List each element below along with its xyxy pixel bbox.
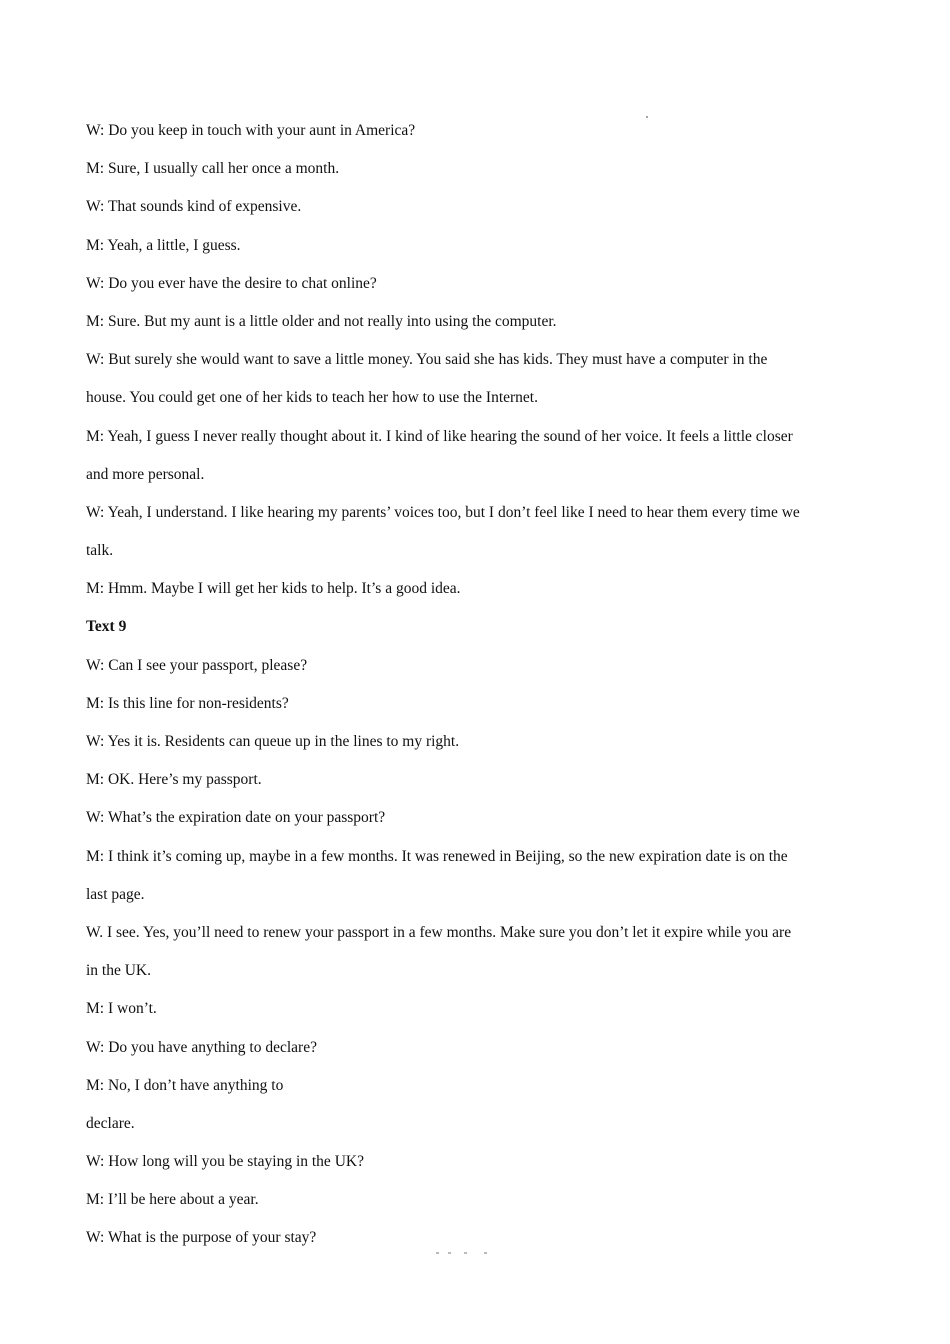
transcript-line: M: Yeah, a little, I guess.	[86, 236, 241, 254]
transcript-line: W: Can I see your passport, please?	[86, 656, 308, 674]
transcript-line: W: What’s the expiration date on your passport?	[86, 809, 386, 827]
transcript-line: W: But surely she would want to save a little money. You said she has kids. They must have a computer in the	[86, 351, 768, 369]
transcript-line: W: How long will you be staying in the UK?	[86, 1153, 364, 1171]
footer-marks	[436, 1250, 496, 1256]
transcript-line: M: OK. Here’s my passport.	[86, 771, 262, 789]
transcript-line: W: Yeah, I understand. I like hearing my parents’ voices too, but I don’t feel like I need to hear them every time we	[86, 503, 800, 521]
section-heading: Text 9	[86, 618, 127, 636]
transcript-line: W: Yes it is. Residents can queue up in the lines to my right.	[86, 733, 460, 750]
transcript-line: W: Do you ever have the desire to chat online?	[86, 274, 377, 292]
transcript-line: W: Do you have anything to declare?	[86, 1038, 317, 1056]
transcript-line: M: I won’t.	[86, 1000, 157, 1018]
transcript-line: M: Sure, I usually call her once a month.	[86, 160, 340, 178]
transcript-line: W: Do you keep in touch with your aunt in America?	[86, 122, 416, 139]
transcript-line: talk.	[86, 542, 114, 560]
transcript-line: and more personal.	[86, 465, 205, 483]
transcript-line: in the UK.	[86, 962, 152, 980]
transcript-line: M: Sure. But my aunt is a little older and not really into using the computer.	[86, 312, 557, 330]
transcript-line: W. I see. Yes, you’ll need to renew your passport in a few months. Make sure you don’t let it expire while you are	[86, 923, 792, 941]
transcript-line: M: No, I don’t have anything to	[86, 1076, 284, 1094]
transcript-line: M: I think it’s coming up, maybe in a few months. It was renewed in Beijing, so the new expiration date is on the	[86, 847, 788, 865]
transcript-line: M: Yeah, I guess I never really thought about it. I kind of like hearing the sound of her voice. It feels a little closer	[86, 427, 793, 445]
transcript-line: M: I’ll be here about a year.	[86, 1191, 259, 1209]
transcript-line: W: What is the purpose of your stay?	[86, 1229, 317, 1247]
transcript-line: M: Hmm. Maybe I will get her kids to help. It’s a good idea.	[86, 580, 461, 598]
transcript-line: house. You could get one of her kids to teach her how to use the Internet.	[86, 389, 538, 407]
transcript-line: W: That sounds kind of expensive.	[86, 198, 302, 216]
transcript-line: last page.	[86, 885, 145, 903]
transcript-line: M: Is this line for non-residents?	[86, 694, 289, 712]
transcript-line: declare.	[86, 1114, 135, 1132]
transcript-body	[86, 112, 866, 1258]
